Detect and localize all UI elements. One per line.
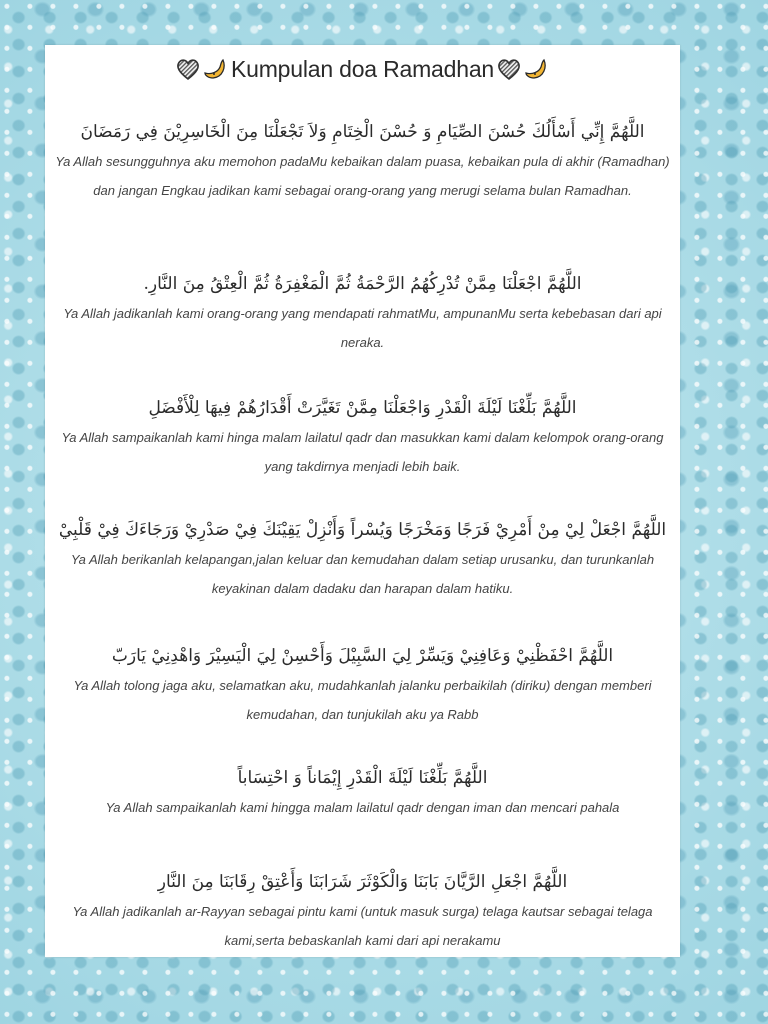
- translation-text: Ya Allah sampaikanlah kami hingga malam lailatul qadr dengan iman dan mencari pahala: [105, 800, 620, 815]
- title-row: [45, 51, 680, 87]
- translation-text: Ya Allah sesungguhnya aku memohon padaMu kebaikan dalam puasa, kebaikan pula di akhir (Ramadhan) dan jangan Engkau jadikan kami sebagai orang-orang yang merugi selama bulan Ramadhan.: [55, 154, 670, 198]
- translation-text: Ya Allah jadikanlah kami orang-orang yang mendapati rahmatMu, ampunanMu serta kebebasan dari api neraka.: [63, 306, 662, 350]
- heart-icon: [175, 56, 201, 82]
- prayer-block: [51, 515, 674, 603]
- prayer-block: [51, 763, 674, 822]
- prayer-block: [51, 867, 674, 955]
- translation-text: Ya Allah berikanlah kelapangan,jalan keluar dan kemudahan dalam setiap urusanku, dan turunkanlah keyakinan dalam dadaku dan harapan dalam hatiku.: [70, 552, 655, 596]
- prayer-block: [51, 641, 674, 729]
- arabic-prayer-text: اللَّهُمَّ اجْعَلْنَا مِمَّنْ تُدْرِكُهُمُ الرَّحْمَةُ ثُمَّ الْمَغْفِرَةُ ثُمَّ الْعِتْقُ مِنَ النَّارِ.: [143, 274, 582, 294]
- translation-text: Ya Allah sampaikanlah kami hinga malam lailatul qadr dan masukkan kami dalam kelompok orang-orang yang takdirnya menjadi lebih baik.: [61, 430, 664, 474]
- translation-text: Ya Allah tolong jaga aku, selamatkan aku, mudahkanlah jalanku perbaikilah (diriku) dengan memberi kemudahan, dan tunjukilah aku ya Rabb: [73, 678, 652, 722]
- prayer-block: [51, 393, 674, 481]
- page-title: Kumpulan doa Ramadhan: [230, 55, 495, 82]
- crescent-moon-icon: [203, 56, 229, 82]
- arabic-prayer-text: اللَّهُمَّ إِنِّي أَسْأَلُكَ حُسْنَ الصِّيَامِ وَ حُسْنَ الْخِتَامِ وَلاَ تَجْعَلْنَا مِنَ الْخَاسِرِيْنَ فِي رَمَضَانَ: [80, 122, 645, 142]
- arabic-prayer-text: اللَّهُمَّ اجْعَلِ الرَّيَّانَ بَابَنَا وَالْكَوْثَرَ شَرَابَنَا وَأَعْتِقْ رِقَابَنَا مِنَ النَّارِ: [157, 872, 568, 892]
- arabic-prayer-text: اللَّهُمَّ بَلِّغْنَا لَيْلَةَ الْقَدْرِ وَاجْعَلْنَا مِمَّنْ تَغَيَّرَتْ أَقْدَارُهُمْ فِيهَا لِلْأَفْضَلِ: [148, 398, 577, 418]
- arabic-prayer-text: اللَّهُمَّ بَلِّغْنَا لَيْلَةَ الْقَدْرِ إِيْمَاناً وَ احْتِسَاباً: [237, 768, 488, 788]
- prayer-block: [51, 269, 674, 357]
- arabic-prayer-text: اللَّهُمَّ اجْعَلْ لِيْ مِنْ أَمْرِيْ فَرَجًا وَمَخْرَجًا وَيُسْراً وَأَنْزِلْ يَقِيْنَكَ فِيْ صَدْرِيْ وَرَجَاءَكَ فِيْ قَلْبِيْ: [58, 520, 667, 540]
- prayer-block: [51, 117, 674, 205]
- translation-text: Ya Allah jadikanlah ar-Rayyan sebagai pintu kami (untuk masuk surga) telaga kautsar sebagai telaga kami,serta bebaskanlah kami dari api nerakamu: [72, 904, 653, 948]
- arabic-prayer-text: اللَّهُمَّ احْفَظْنِيْ وَعَافِنِيْ وَيَسِّرْ لِيَ السَّبِيْلَ وَأَحْسِنْ لِيَ الْيَسِيْرَ وَاهْدِنِيْ يَارَبّ: [111, 646, 614, 666]
- crescent-moon-icon: [524, 56, 550, 82]
- heart-icon: [496, 56, 522, 82]
- document-page: [45, 45, 680, 957]
